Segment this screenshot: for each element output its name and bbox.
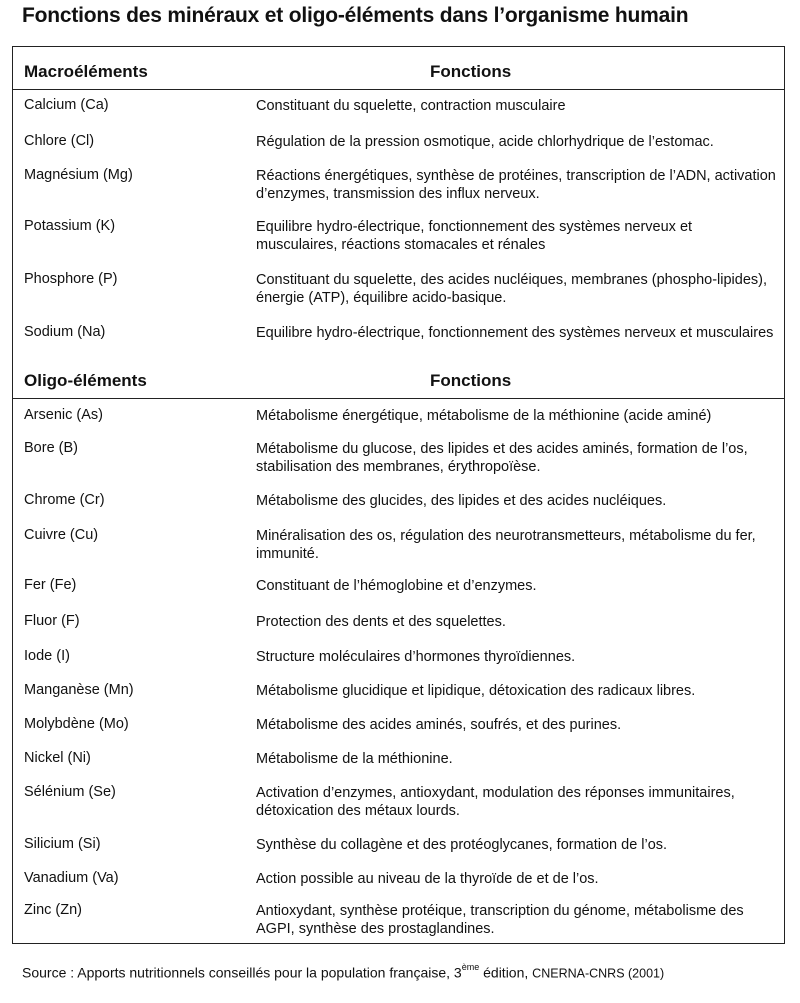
oligo-header-divider <box>13 398 784 399</box>
oligo-header-functions: Fonctions <box>430 371 512 390</box>
macro-element-name: Magnésium (Mg) <box>24 167 133 183</box>
macro-element-function: Régulation de la pression osmotique, acide chlorhydrique de l’estomac. <box>256 134 714 150</box>
oligo-element-name: Arsenic (As) <box>24 407 103 423</box>
macro-element-name: Calcium (Ca) <box>24 97 109 113</box>
macro-element-function: Equilibre hydro-électrique, fonctionnement des systèmes nerveux et musculaires, réactions stomacales et rénales <box>256 219 693 253</box>
oligo-element-function: Métabolisme énergétique, métabolisme de la méthionine (acide aminé) <box>256 408 712 424</box>
macro-header-functions: Fonctions <box>430 62 512 81</box>
source-prefix: Source : Apports nutritionnels conseillés pour la population française, 3 <box>22 964 462 981</box>
macro-element-function: Equilibre hydro-électrique, fonctionnement des systèmes nerveux et musculaires <box>256 325 774 341</box>
macro-element-function: Réactions énergétiques, synthèse de protéines, transcription de l’ADN, activation d’enzymes, transmission des influx nerveux. <box>256 168 776 202</box>
source-superscript: ème <box>461 962 480 972</box>
oligo-element-function: Constituant de l’hémoglobine et d’enzymes. <box>256 578 537 594</box>
oligo-element-name: Iode (I) <box>24 648 70 664</box>
oligo-element-function: Métabolisme de la méthionine. <box>256 751 453 767</box>
oligo-element-function: Synthèse du collagène et des protéoglycanes, formation de l’os. <box>256 837 668 853</box>
oligo-element-name: Zinc (Zn) <box>24 902 82 918</box>
oligo-element-function: Structure moléculaires d’hormones thyroïdiennes. <box>256 649 576 665</box>
macro-element-function: Constituant du squelette, des acides nucléiques, membranes (phospho-lipides), énergie (ATP), équilibre acido-basique. <box>256 272 768 306</box>
oligo-element-name: Molybdène (Mo) <box>24 716 129 732</box>
oligo-header-label: Oligo-éléments <box>24 371 147 390</box>
oligo-element-function: Minéralisation des os, régulation des neurotransmetteurs, métabolisme du fer, immunité. <box>256 528 756 562</box>
oligo-element-function: Antioxydant, synthèse protéique, transcription du génome, métabolisme des AGPI, synthèse des prostaglandines. <box>256 903 744 937</box>
macro-header-label: Macroéléments <box>24 62 148 81</box>
oligo-element-name: Silicium (Si) <box>24 836 101 852</box>
macro-header-divider <box>13 89 784 90</box>
source-org: CNERNA-CNRS (2001) <box>532 966 665 981</box>
macro-element-name: Phosphore (P) <box>24 271 118 287</box>
source-edition: édition, <box>479 964 533 981</box>
macro-element-name: Potassium (K) <box>24 218 116 234</box>
minerals-table <box>12 46 785 944</box>
oligo-element-function: Activation d’enzymes, antioxydant, modulation des réponses immunitaires, détoxication des métaux lourds. <box>256 785 735 819</box>
oligo-element-function: Action possible au niveau de la thyroïde de et de l’os. <box>256 871 599 887</box>
oligo-element-name: Cuivre (Cu) <box>24 527 99 543</box>
macro-element-function: Constituant du squelette, contraction musculaire <box>256 98 566 114</box>
oligo-element-function: Métabolisme du glucose, des lipides et des acides aminés, formation de l’os, stabilisation des membranes, érythropoïèse. <box>256 441 748 475</box>
oligo-element-function: Métabolisme des acides aminés, soufrés, et des purines. <box>256 717 622 733</box>
oligo-element-name: Chrome (Cr) <box>24 492 105 508</box>
oligo-element-name: Fluor (F) <box>24 613 80 629</box>
source-citation <box>22 964 664 981</box>
macro-element-name: Chlore (Cl) <box>24 133 95 149</box>
page-title: Fonctions des minéraux et oligo-éléments dans l’organisme humain <box>22 4 689 27</box>
macro-element-name: Sodium (Na) <box>24 324 106 340</box>
oligo-element-function: Protection des dents et des squelettes. <box>256 614 506 630</box>
oligo-element-name: Bore (B) <box>24 440 78 456</box>
oligo-element-name: Manganèse (Mn) <box>24 682 134 698</box>
oligo-element-name: Nickel (Ni) <box>24 750 91 766</box>
oligo-element-function: Métabolisme des glucides, des lipides et des acides nucléiques. <box>256 493 667 509</box>
oligo-element-name: Sélénium (Se) <box>24 784 116 800</box>
oligo-element-name: Fer (Fe) <box>24 577 77 593</box>
oligo-element-name: Vanadium (Va) <box>24 870 119 886</box>
oligo-element-function: Métabolisme glucidique et lipidique, détoxication des radicaux libres. <box>256 683 696 699</box>
